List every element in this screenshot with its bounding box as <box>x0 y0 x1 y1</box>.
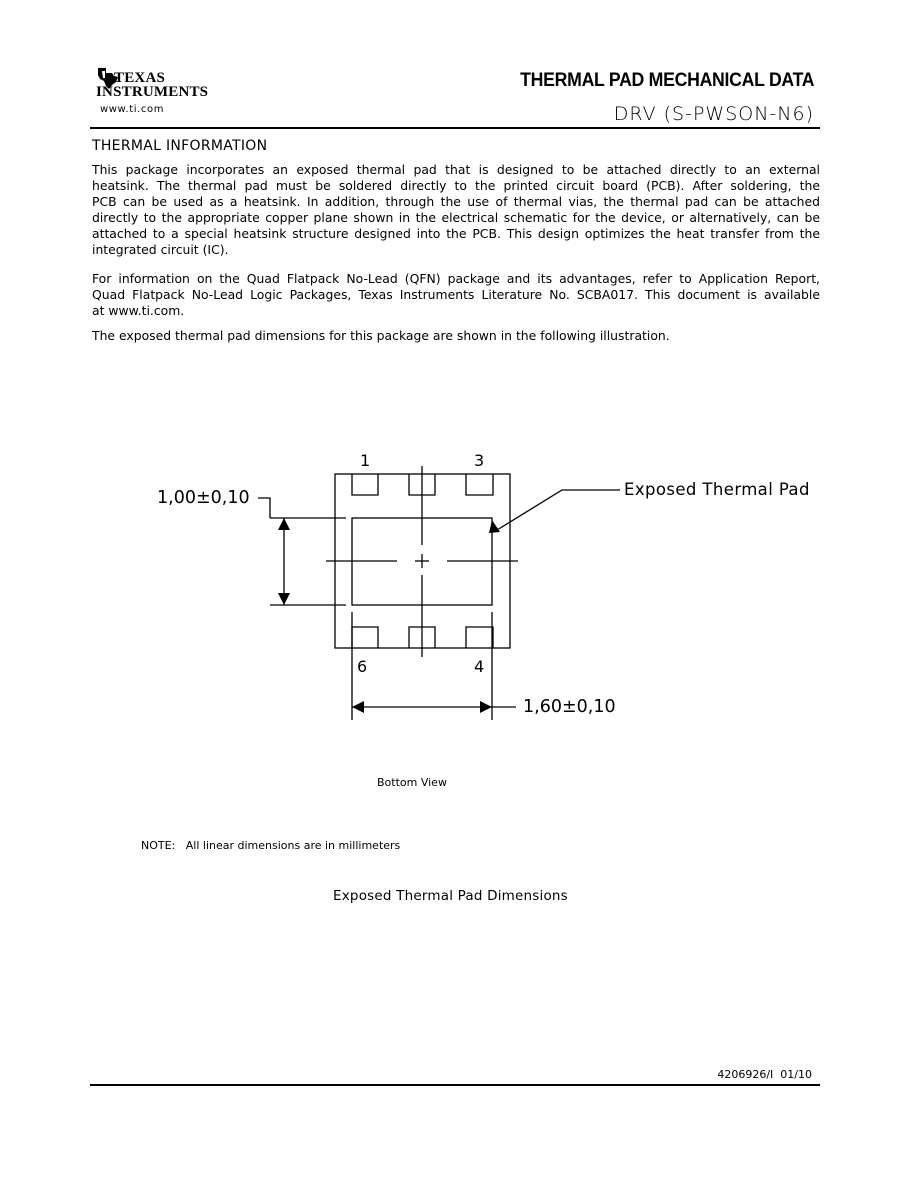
text-line: at www.ti.com. <box>92 303 185 318</box>
page-title: THERMAL PAD MECHANICAL DATA <box>519 70 814 91</box>
text-line: PCB can be used as a heatsink. In addition, through the use of thermal vias, the thermal pad can be attached <box>92 194 820 209</box>
figure-title: Exposed Thermal Pad Dimensions <box>333 888 568 904</box>
text-line: The exposed thermal pad dimensions for this package are shown in the following illustration. <box>92 328 670 343</box>
dimension-horizontal-label: 1,60±0,10 <box>523 697 616 717</box>
text-line: integrated circuit (IC). <box>92 242 229 257</box>
package-designation: DRV (S-PWSON-N6) <box>613 103 814 125</box>
dimension-note: NOTE: All linear dimensions are in millimeters <box>141 839 401 852</box>
logo-texas-text: TEXAS <box>114 70 166 86</box>
text-line: This package incorporates an exposed thermal pad that is designed to be attached directly to an external <box>92 162 820 177</box>
logo-instruments-text: INSTRUMENTS <box>96 84 209 100</box>
pin-3-pad <box>466 474 493 495</box>
exposed-thermal-pad-label: Exposed Thermal Pad <box>624 480 810 499</box>
pin-6-pad <box>352 627 378 648</box>
text-line: Quad Flatpack No-Lead Logic Packages, Texas Instruments Literature No. SCBA017. This document is available <box>92 287 820 302</box>
dim-arrow-right <box>480 701 492 713</box>
section-heading: THERMAL INFORMATION <box>92 138 268 154</box>
dimension-vertical-label: 1,00±0,10 <box>157 488 250 508</box>
footer-divider <box>90 1084 820 1086</box>
pad-leader-line <box>497 490 620 530</box>
dim-leader-vertical <box>258 498 270 518</box>
text-line: directly to the appropriate copper plane shown in the electrical schematic for the device, or alternatively, can be <box>92 210 820 225</box>
document-number: 4206926/I 01/10 <box>717 1068 812 1081</box>
pin-1-label: 1 <box>360 451 371 470</box>
logo-url-link[interactable]: www.ti.com <box>100 104 165 115</box>
pin-4-pad <box>466 627 493 648</box>
pad-leader-arrow <box>489 520 500 533</box>
pin-1-pad <box>352 474 378 495</box>
pin-6-label: 6 <box>357 657 368 676</box>
bottom-view-caption: Bottom View <box>377 776 447 789</box>
dim-arrow-down <box>278 593 290 605</box>
dim-arrow-left <box>352 701 364 713</box>
text-line: attached to a special heatsink structure designed into the PCB. This design optimizes the heat transfer from the <box>92 226 820 241</box>
pin-4-label: 4 <box>474 657 485 676</box>
dim-arrow-up <box>278 518 290 530</box>
text-line: heatsink. The thermal pad must be soldered directly to the printed circuit board (PCB). After soldering, the <box>92 178 820 193</box>
pin-3-label: 3 <box>474 451 485 470</box>
text-line: For information on the Quad Flatpack No-Lead (QFN) package and its advantages, refer to Application Report, <box>92 271 820 286</box>
